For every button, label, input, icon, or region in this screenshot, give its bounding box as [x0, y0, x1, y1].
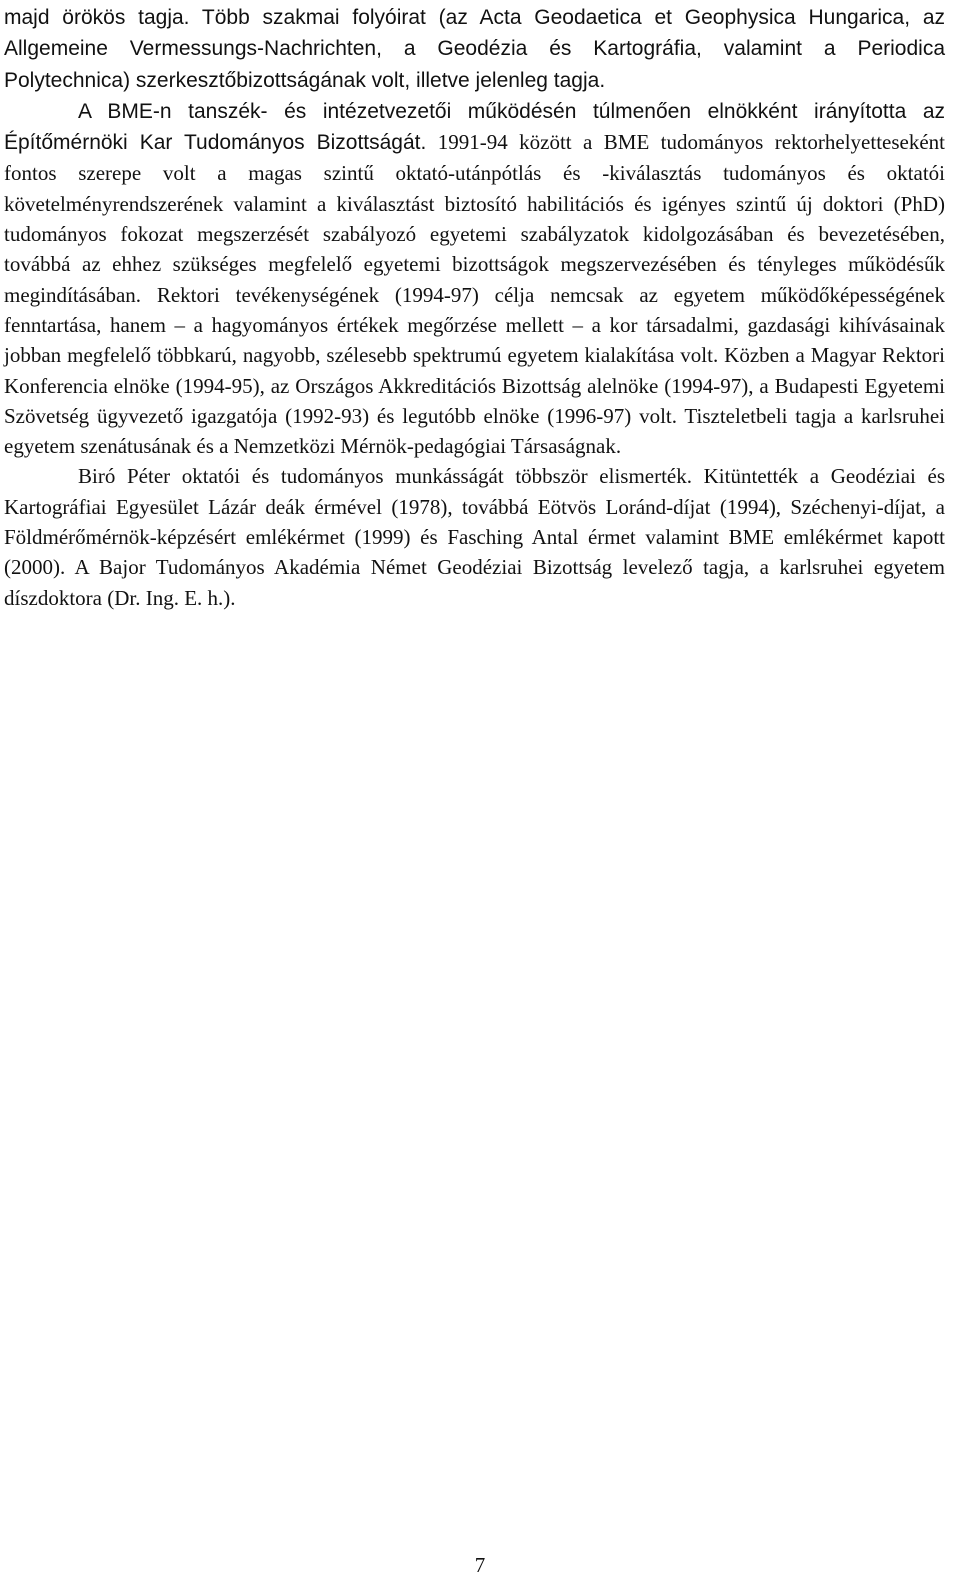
paragraph-3 — [4, 461, 945, 612]
document-page — [4, 2, 945, 613]
paragraph-2-sans-text: A BME-n tanszék- és intézetvezetői működésén túlmenően elnökként irányította az Építőmérnöki Kar Tudományos Bizottságát. — [4, 99, 945, 155]
paragraph-2-serif-text: 1991-94 között a BME tudományos rektorhelyetteseként fontos szerepe volt a magas szintű oktató-utánpótlás és -kiválasztás tudományos és oktatói követelményrendszerének valamint a kiválasztást biztosító habilitációs és igényes szintű új doktori (PhD) tudományos fokozat megszerzését szabályozó egyetemi szabályzatok kidolgozásában és bevezetésében, továbbá az ehhez szükséges megfelelő egyetemi bizottságok megszervezésében és tényleges működésűk megindításában. Rektori tevékenységének (1994-97) célja nemcsak az egyetem működőképességének fenntartása, hanem – a hagyományos értékek megőrzése mellett – a kor társadalmi, gazdasági kihívásainak jobban megfelelő többkarú, nagyobb, szélesebb spektrumú egyetem kialakítása volt. Közben a Magyar Rektori Konferencia elnöke (1994-95), az Országos Akkreditációs Bizottság alelnöke (1994-97), a Budapesti Egyetemi Szövetség ügyvezető igazgatója (1992-93) és legutóbb elnöke (1996-97) volt. Tiszteletbeli tagja a karlsruhei egyetem szenátusának és a Nemzetközi Mérnök-pedagógiai Társaságnak. — [4, 130, 945, 459]
paragraph-3-serif-text: Biró Péter oktatói és tudományos munkásságát többször elismerték. Kitüntették a Geodéziai és Kartográfiai Egyesület Lázár deák érmével (1978), továbbá Eötvös Loránd-díjat (1994), Széchenyi-díjat, a Földmérőmérnök-képzésért emlékérmet (1999) és Fasching Antal érmet valamint BME emlékérmet kapott (2000). A Bajor Tudományos Akadémia Német Geodéziai Bizottság levelező tagja, a karlsruhei egyetem díszdoktora (Dr. Ing. E. h.). — [4, 464, 945, 610]
paragraph-1 — [4, 2, 945, 96]
page-number: 7 — [474, 1553, 486, 1577]
paragraph-2 — [4, 96, 945, 462]
paragraph-1-sans-text: majd örökös tagja. Több szakmai folyóirat (az Acta Geodaetica et Geophysica Hungarica, az Allgemeine Vermessungs-Nachrichten, a Geodézia és Kartográfia, valamint a Periodica Polytechnica) szerkesztőbizottságának volt, illetve jelenleg tagja. — [4, 6, 945, 92]
